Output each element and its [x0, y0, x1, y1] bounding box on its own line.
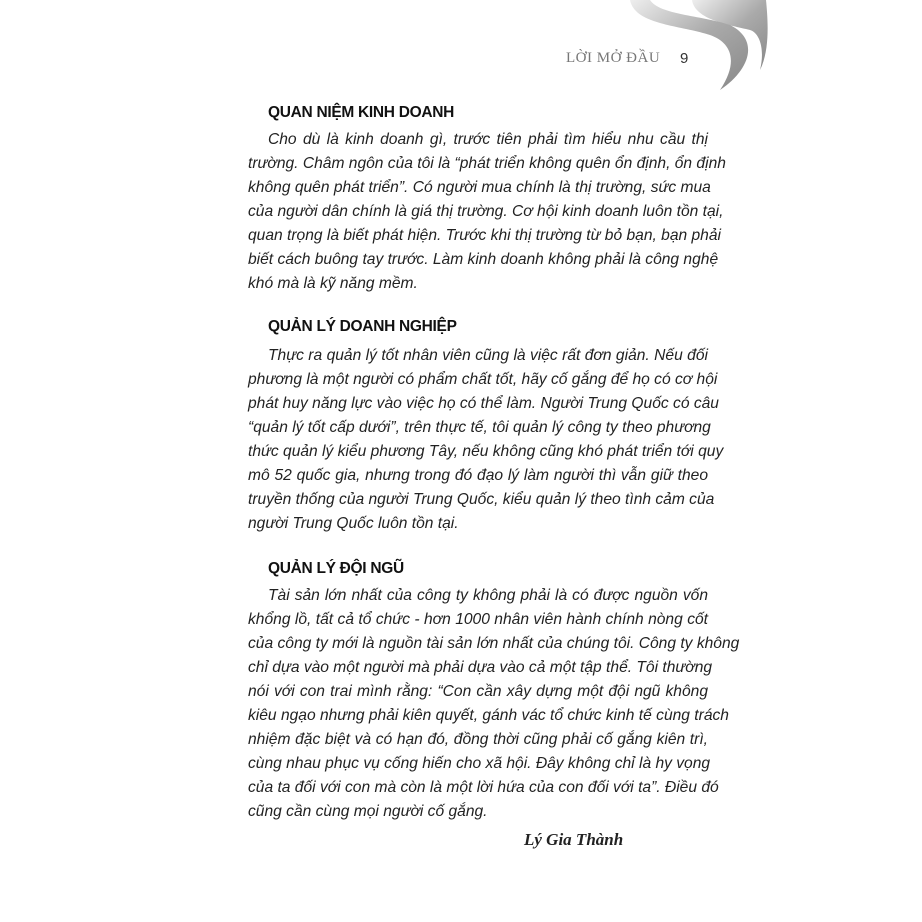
paragraph-line: của công ty mới là nguồn tài sản lớn nhất của chúng tôi. Công ty không: [248, 635, 740, 652]
section-heading: QUẢN LÝ DOANH NGHIỆP: [268, 318, 457, 335]
running-title: LỜI MỞ ĐẦU: [566, 50, 661, 66]
paragraph-line: biết cách buông tay trước. Làm kinh doanh không phải là công nghệ: [248, 251, 719, 268]
paragraph-line: Tài sản lớn nhất của công ty không phải là có được nguồn vốn: [268, 587, 708, 604]
paragraph-line: quan trọng là biết phát hiện. Trước khi thị trường từ bỏ bạn, bạn phải: [248, 227, 721, 244]
paragraph-line: phát huy năng lực vào việc họ có thể làm. Người Trung Quốc có câu: [248, 395, 719, 412]
section-heading: QUAN NIỆM KINH DOANH: [268, 104, 455, 121]
paragraph-line: kiêu ngạo nhưng phải kiên quyết, gánh vác tổ chức kinh tế cùng trách: [248, 707, 729, 724]
page-number: 9: [680, 50, 689, 67]
paragraph-line: trường. Châm ngôn của tôi là “phát triển không quên ổn định, ổn định: [248, 155, 726, 172]
paragraph-line: khó mà là kỹ năng mềm.: [248, 275, 418, 292]
paragraph-line: “quản lý tốt cấp dưới”, trên thực tế, tôi quản lý công ty theo phương: [248, 419, 711, 436]
paragraph-line: không quên phát triển”. Có người mua chính là thị trường, sức mua: [248, 179, 711, 196]
paragraph-line: cùng nhau phục vụ cống hiến cho xã hội. Đây không chỉ là hy vọng: [248, 755, 711, 772]
paragraph-line: của người dân chính là giá thị trường. Cơ hội kinh doanh luôn tồn tại,: [248, 203, 724, 220]
paragraph-line: Cho dù là kinh doanh gì, trước tiên phải tìm hiểu nhu cầu thị: [268, 131, 708, 148]
signature: Lý Gia Thành: [524, 830, 624, 849]
paragraph-line: phương là một người có phẩm chất tốt, hãy cố gắng để họ có cơ hội: [248, 371, 718, 388]
paragraph-line: mô 52 quốc gia, nhưng trong đó đạo lý làm người thì vẫn giữ theo: [248, 467, 708, 484]
paragraph-line: cũng cần cùng mọi người cố gắng.: [248, 803, 488, 820]
paragraph-line: nhiệm đặc biệt và có hạn đó, đồng thời cũng phải cố gắng kiên trì,: [248, 731, 708, 748]
paragraph-line: thức quản lý kiểu phương Tây, nếu không cũng khó phát triển tới quy: [248, 443, 724, 460]
paragraph-line: Thực ra quản lý tốt nhân viên cũng là việc rất đơn giản. Nếu đối: [268, 347, 708, 364]
paragraph-line: của ta đối với con mà còn là một lời hứa của con đối với ta”. Điều đó: [248, 779, 719, 796]
section-heading: QUẢN LÝ ĐỘI NGŨ: [268, 560, 404, 577]
paragraph-line: truyền thống của người Trung Quốc, kiểu quản lý theo tình cảm của: [248, 491, 715, 508]
paragraph-line: khổng lồ, tất cả tổ chức - hơn 1000 nhân viên hành chính nòng cốt: [248, 611, 708, 628]
paragraph-line: người Trung Quốc luôn tồn tại.: [248, 515, 459, 532]
paragraph-line: chỉ dựa vào một người mà phải dựa vào cả một tập thể. Tôi thường: [248, 659, 713, 676]
paragraph-line: nói với con trai mình rằng: “Con cần xây dựng một đội ngũ không: [248, 683, 708, 700]
